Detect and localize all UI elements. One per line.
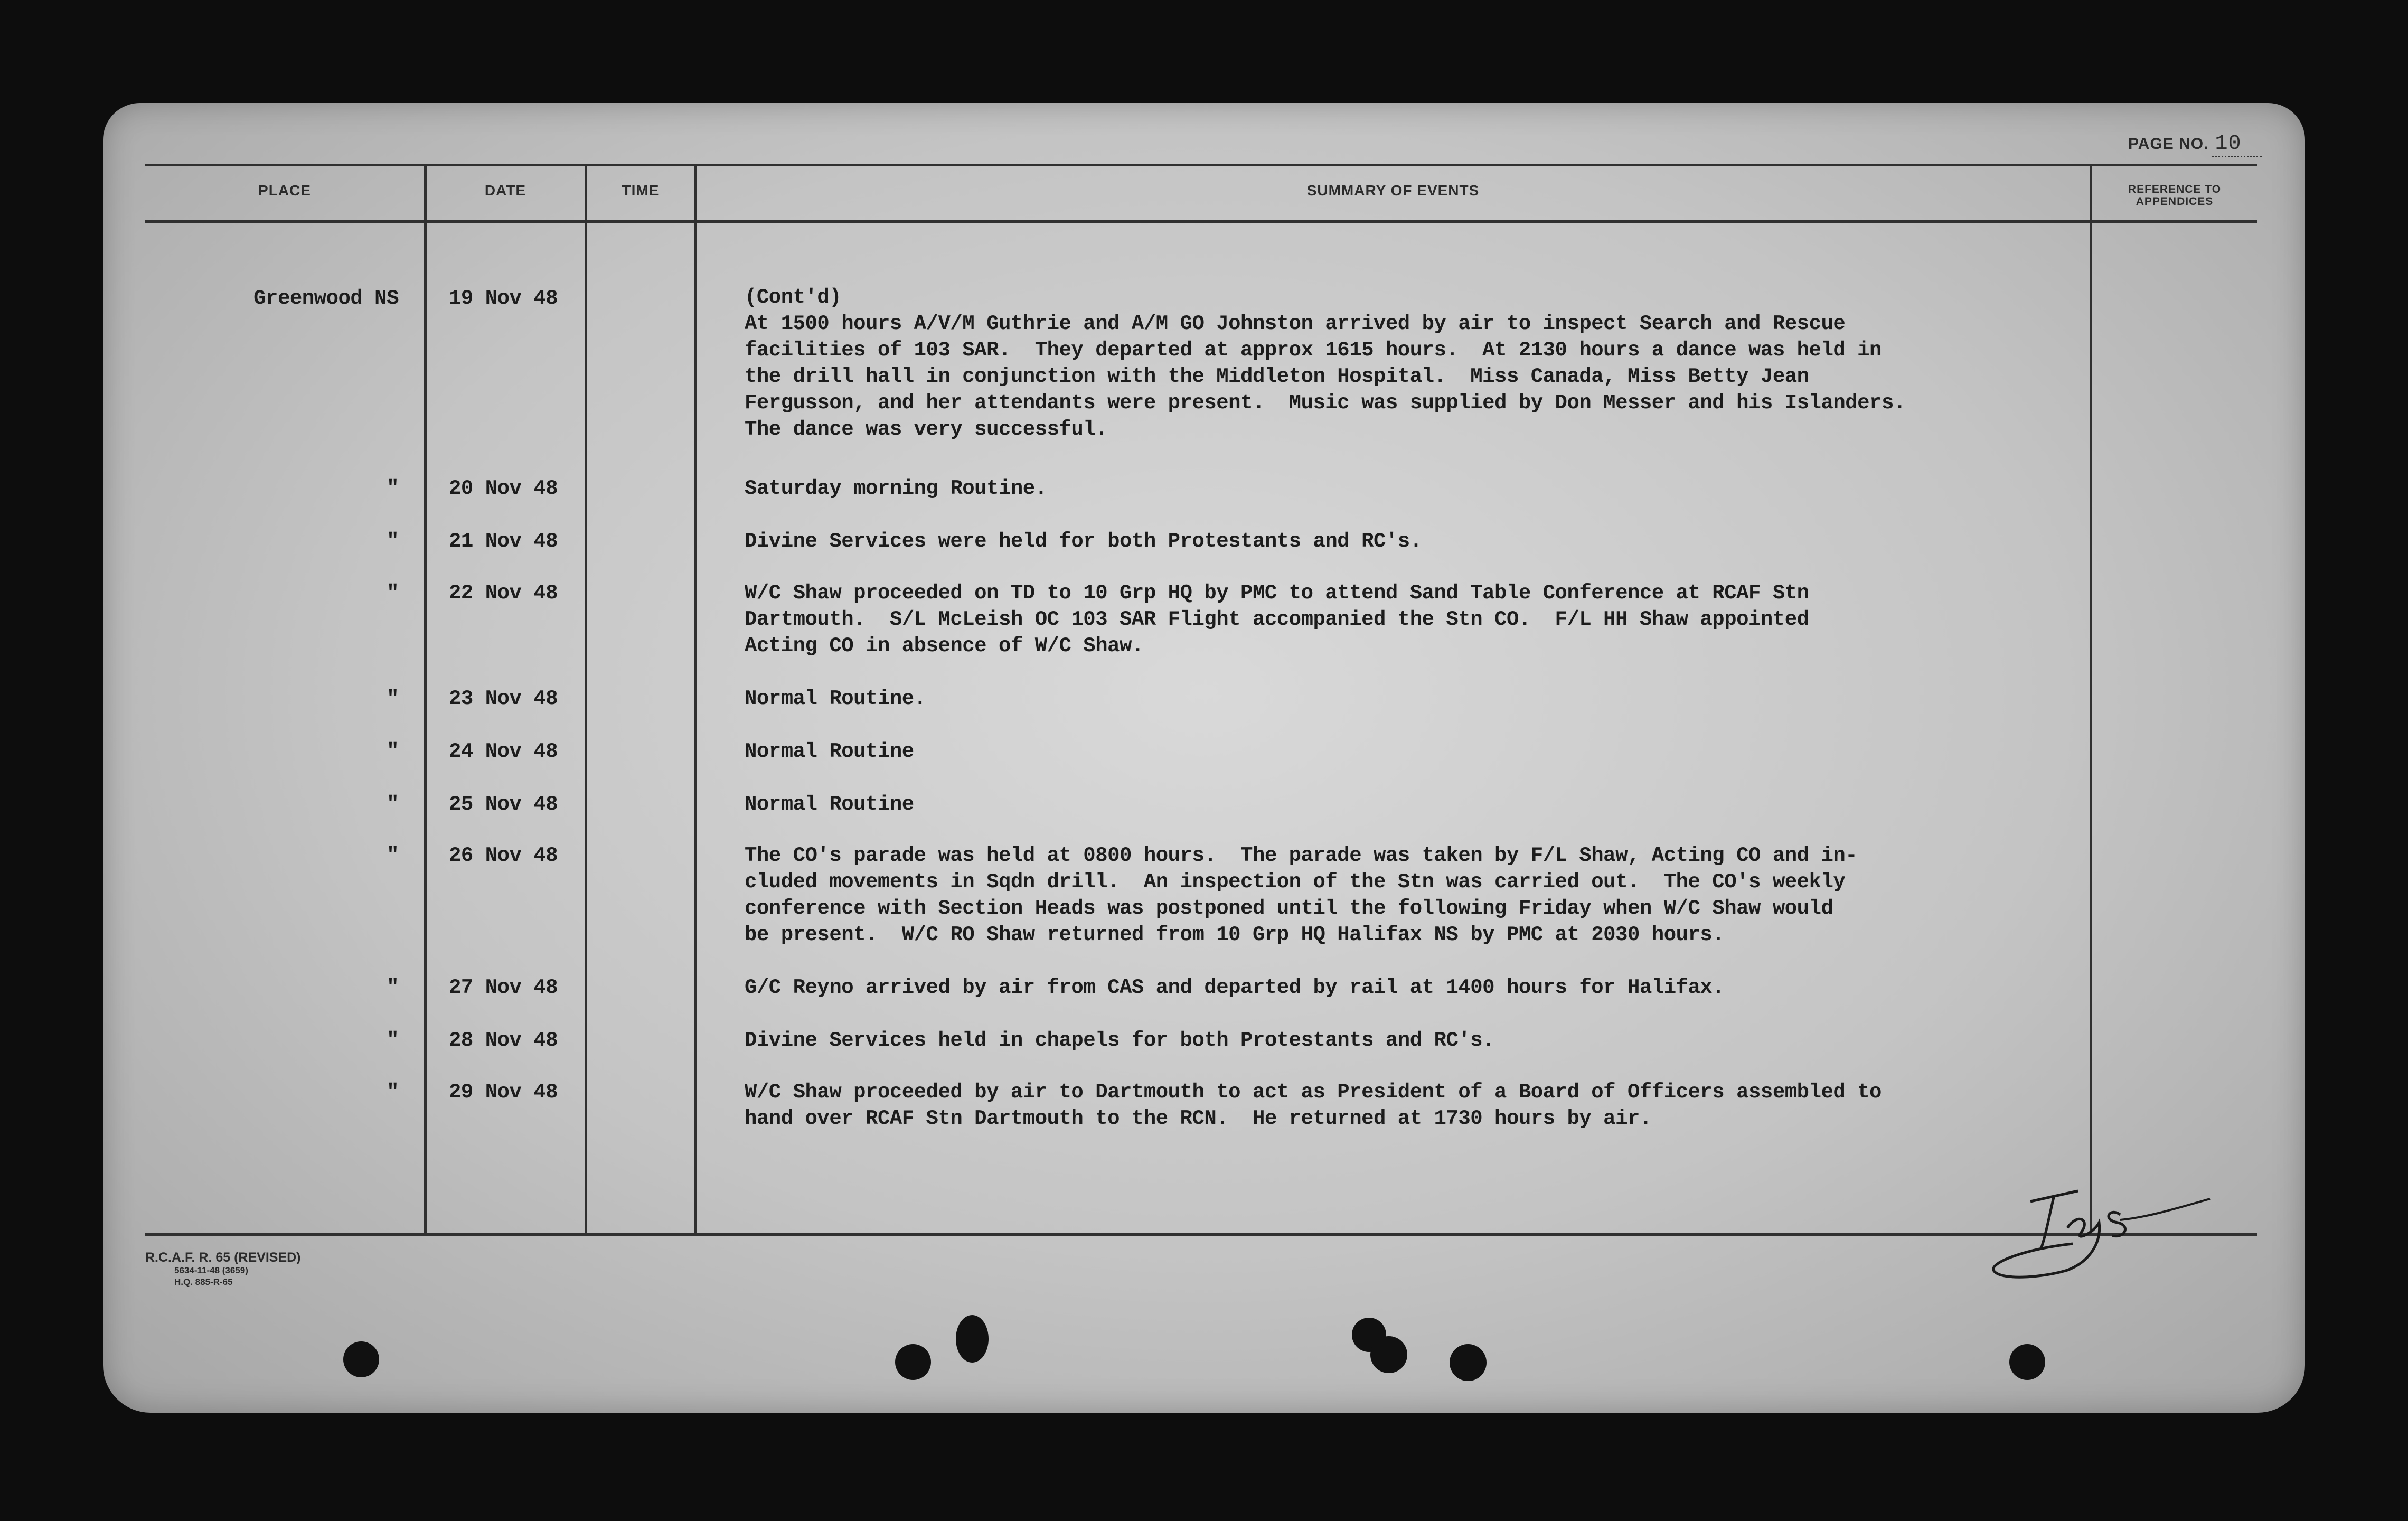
entry-3-date: 21 Nov 48	[449, 530, 558, 553]
entry-5-summary: Normal Routine.	[745, 687, 926, 710]
entry-6-place: "	[387, 740, 399, 763]
header-date: DATE	[484, 182, 526, 199]
header-time: TIME	[622, 182, 660, 199]
entry-1-place: Greenwood NS	[253, 287, 399, 310]
divider-time-summary	[694, 165, 697, 1234]
entry-7-summary: Normal Routine	[745, 793, 914, 816]
entry-8-place: "	[387, 844, 399, 867]
divider-date-time	[585, 165, 587, 1234]
binder-hole	[895, 1344, 931, 1380]
entry-2-date: 20 Nov 48	[449, 477, 558, 500]
entry-10-date: 28 Nov 48	[449, 1029, 558, 1052]
entry-5-date: 23 Nov 48	[449, 687, 558, 710]
header-reference-line2: APPENDICES	[2136, 195, 2214, 208]
header-reference-line1: REFERENCE TO	[2128, 183, 2222, 195]
binder-hole	[343, 1341, 379, 1377]
entry-1-date: 19 Nov 48	[449, 287, 558, 310]
entry-2-place: "	[387, 477, 399, 500]
entry-9-place: "	[387, 976, 399, 999]
entry-7-date: 25 Nov 48	[449, 793, 558, 816]
table-top-rule	[145, 164, 2258, 166]
header-bottom-rule	[145, 220, 2258, 223]
entry-4-place: "	[387, 581, 399, 605]
entry-10-place: "	[387, 1029, 399, 1052]
entry-7-place: "	[387, 793, 399, 816]
entry-2-summary: Saturday morning Routine.	[745, 477, 1047, 500]
entry-3-summary: Divine Services were held for both Protestants and RC's.	[745, 530, 1422, 553]
form-print-code: 5634-11-48 (3659)	[174, 1265, 248, 1275]
entry-6-summary: Normal Routine	[745, 740, 914, 763]
entry-9-date: 27 Nov 48	[449, 976, 558, 999]
divider-place-date	[424, 165, 427, 1234]
entry-8-summary: The CO's parade was held at 0800 hours. The parade was taken by F/L Shaw, Acting CO and in- cluded movements in Sqdn drill. An inspection of the Stn was carried out. The CO's weekly conference with Section Heads was postponed until the following Friday when W/C Shaw would be present. W/C RO Shaw returned from 10 Grp HQ Halifax NS by PMC at 2030 hours.	[745, 844, 1858, 946]
divider-summary-reference	[2090, 165, 2092, 1234]
entry-8-date: 26 Nov 48	[449, 844, 558, 867]
page-number	[2128, 132, 2262, 156]
binder-hole	[2009, 1344, 2045, 1380]
header-place: PLACE	[258, 182, 311, 199]
entry-4-summary: W/C Shaw proceeded on TD to 10 Grp HQ by PMC to attend Sand Table Conference at RCAF Stn Dartmouth. S/L McLeish OC 103 SAR Flight accompanied the Stn CO. F/L HH Shaw appointed Acting CO in absence of W/C Shaw.	[745, 581, 1809, 658]
diary-page	[103, 103, 2305, 1413]
form-reference	[145, 1250, 301, 1288]
entry-10-summary: Divine Services held in chapels for both Protestants and RC's.	[745, 1029, 1495, 1052]
page-number-value: 10	[2212, 132, 2262, 157]
handwritten-signature-icon	[1988, 1170, 2242, 1286]
form-title: R.C.A.F. R. 65 (REVISED)	[145, 1250, 301, 1265]
binder-hole	[1370, 1336, 1407, 1373]
entry-11-summary: W/C Shaw proceeded by air to Dartmouth to act as President of a Board of Officers assembled to hand over RCAF Stn Dartmouth to the RCN. He returned at 1730 hours by air.	[745, 1081, 1882, 1130]
table-bottom-rule	[145, 1233, 2258, 1236]
page-number-label: PAGE NO.	[2128, 135, 2209, 153]
binder-hole	[956, 1315, 989, 1363]
entry-4-date: 22 Nov 48	[449, 581, 558, 605]
entry-11-date: 29 Nov 48	[449, 1081, 558, 1104]
entry-9-summary: G/C Reyno arrived by air from CAS and departed by rail at 1400 hours for Halifax.	[745, 976, 1725, 999]
form-hq-code: H.Q. 885-R-65	[174, 1277, 233, 1287]
header-summary: SUMMARY OF EVENTS	[1306, 182, 1480, 199]
header-reference	[2092, 183, 2258, 208]
binder-hole	[1450, 1344, 1487, 1381]
entry-5-place: "	[387, 687, 399, 710]
entry-3-place: "	[387, 530, 399, 553]
entry-6-date: 24 Nov 48	[449, 740, 558, 763]
entry-11-place: "	[387, 1081, 399, 1104]
entry-1-summary: (Cont'd) At 1500 hours A/V/M Guthrie and A/M GO Johnston arrived by air to inspect Search and Rescue facilities of 103 SAR. They departed at approx 1615 hours. At 2130 hours a dance was held in the drill hall in conjunction with the Middleton Hospital. Miss Canada, Miss Betty Jean Fergusson, and her attendants were present. Music was supplied by Don Messer and his Islanders. The dance was very successful.	[745, 286, 1906, 441]
